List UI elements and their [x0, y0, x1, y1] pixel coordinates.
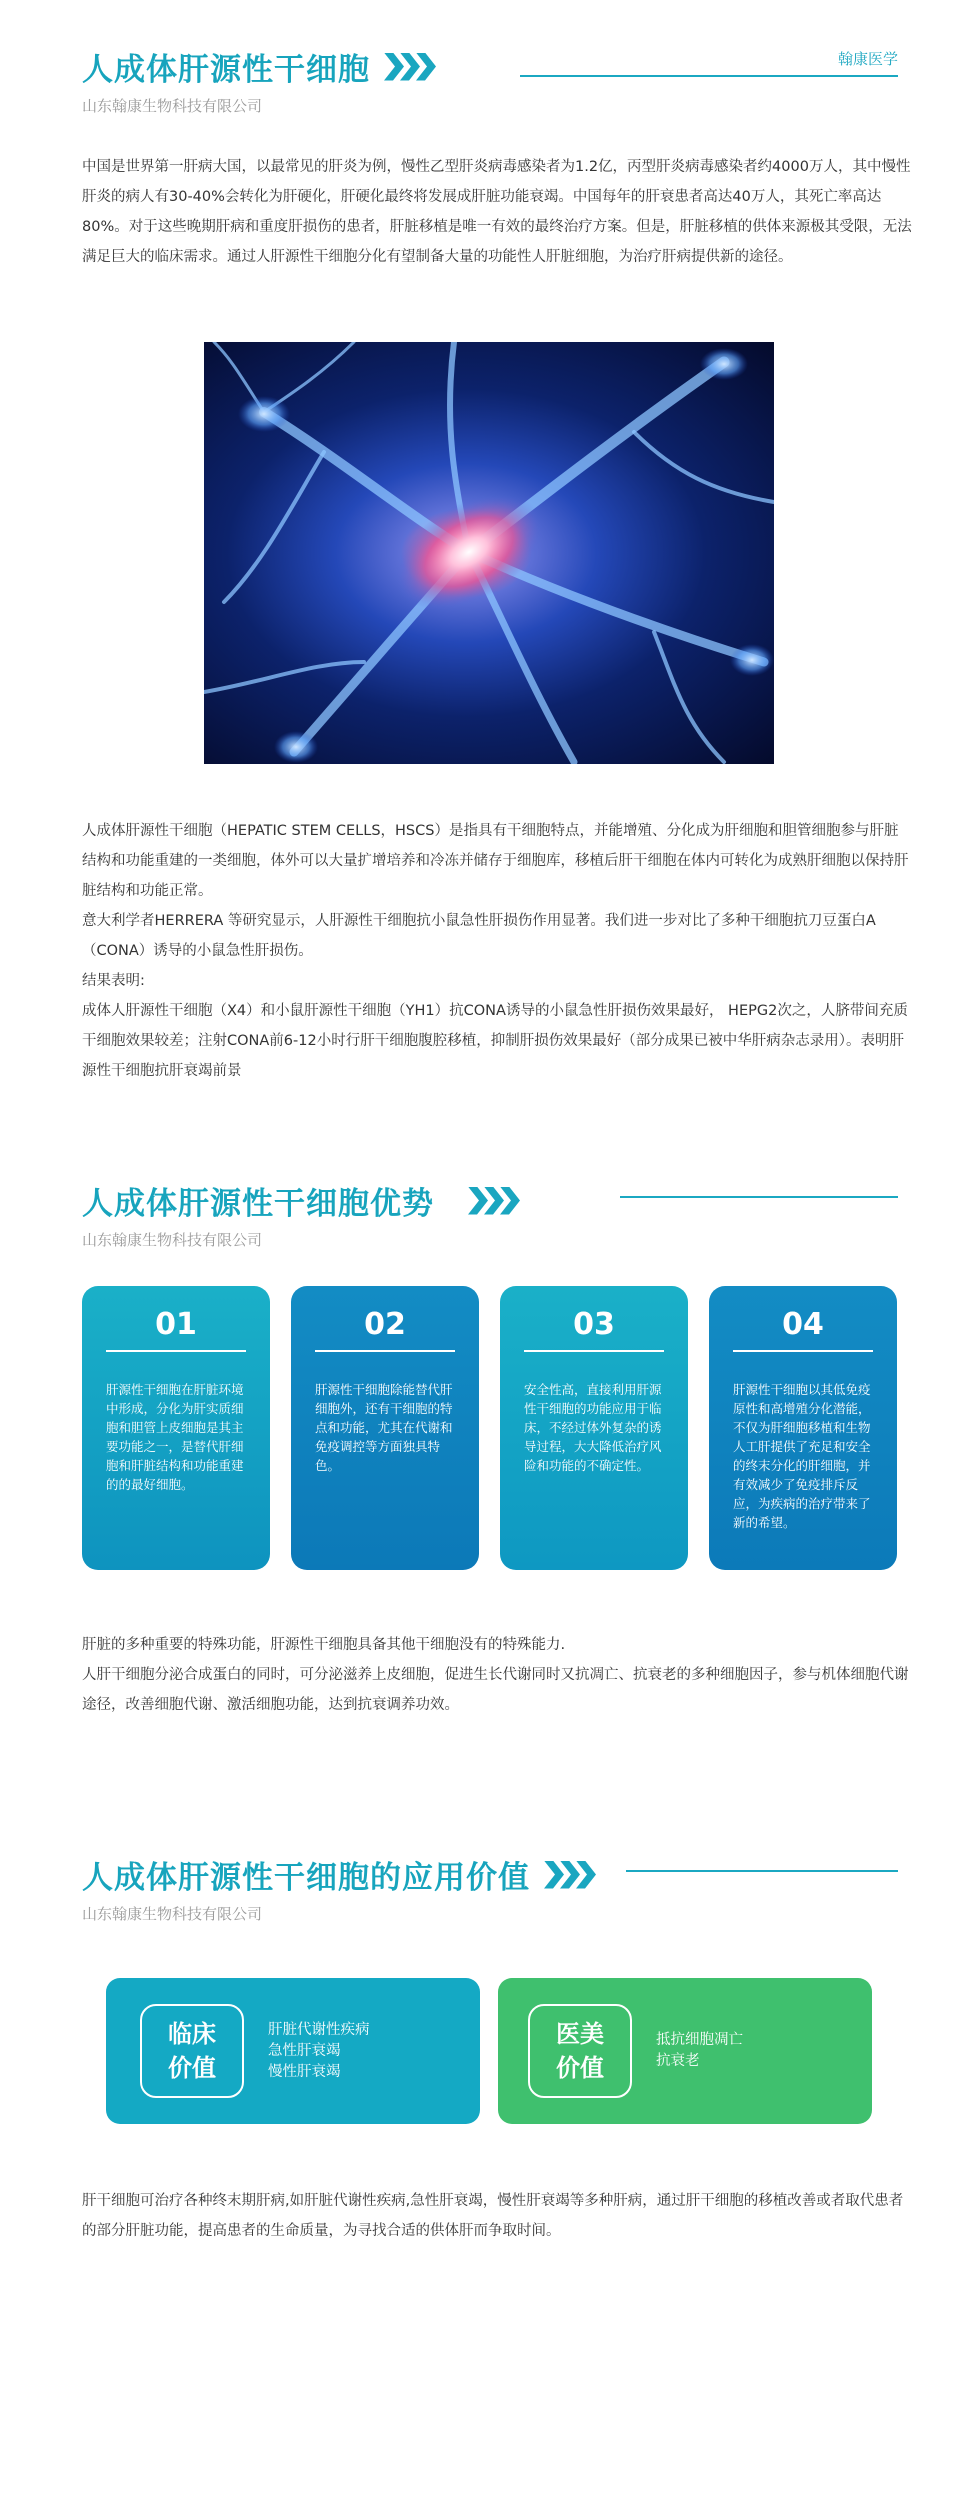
section1-header [82, 44, 432, 116]
advantage-card-4 [709, 1286, 897, 1570]
list-item: 抗衰老 [656, 2053, 700, 2069]
tag-line-2: 价值 [168, 2054, 216, 2082]
tag-line-2: 价值 [556, 2054, 604, 2082]
section1-title: 人成体肝源性干细胞 [82, 52, 370, 88]
secretion-paragraph: 人肝干细胞分泌合成蛋白的同时，可分泌滋养上皮细胞，促进生长代谢同时又抗凋亡、抗衰老的多种细胞因子，参与机体细胞代谢途径，改善细胞代谢、激活细胞功能，达到抗衰调养功效。 [82, 1667, 909, 1713]
special-ability-paragraph: 肝脏的多种重要的特殊功能，肝源性干细胞具备其他干细胞没有的特殊能力. [82, 1637, 566, 1653]
card-text: 肝源性干细胞除能替代肝细胞外，还有干细胞的特点和功能，尤其在代谢和免疫调控等方面独具特色。 [315, 1382, 453, 1473]
advantage-card-2 [291, 1286, 479, 1570]
chevron-right-icon [384, 53, 432, 81]
research-paragraph: 意大利学者HERRERA 等研究显示，人肝源性干细胞抗小鼠急性肝损伤作用显著。我们进一步对比了多种干细胞抗刀豆蛋白A（CONA）诱导的小鼠急性肝损伤。 [82, 913, 876, 959]
card-divider [524, 1350, 664, 1352]
section2-title: 人成体肝源性干细胞优势 [82, 1186, 434, 1222]
card-text: 肝源性干细胞以其低免疫原性和高增殖分化潜能，不仅为肝细胞移植和生物人工肝提供了充足和安全的终末分化的肝细胞，并有效减少了免疫排斥反应，为疾病的治疗带来了新的希望。 [733, 1382, 871, 1530]
advantage-card-1 [82, 1286, 270, 1570]
card-divider [733, 1350, 873, 1352]
header-divider [520, 75, 898, 77]
list-item: 慢性肝衰竭 [268, 2063, 341, 2080]
brand-label: 翰康医学 [837, 50, 898, 68]
aesthetic-value-list [656, 2030, 743, 2072]
clinical-value-list [268, 2020, 370, 2083]
card-number: 04 [782, 1307, 824, 1342]
section3-divider [626, 1870, 898, 1872]
section3-header [82, 1852, 592, 1924]
card-divider [106, 1350, 246, 1352]
clinical-value-box [106, 1978, 480, 2124]
aesthetic-value-box [498, 1978, 872, 2124]
list-item: 急性肝衰竭 [268, 2042, 341, 2059]
card-number: 02 [364, 1307, 406, 1342]
tag-line-1: 医美 [556, 2020, 604, 2048]
section2-header [82, 1178, 516, 1250]
aesthetic-value-tag [528, 2004, 632, 2098]
company-name: 山东翰康生物科技有限公司 [82, 1231, 263, 1249]
advantage-card-3 [500, 1286, 688, 1570]
hero-image [204, 342, 774, 764]
card-number: 01 [155, 1307, 197, 1342]
card-text: 安全性高，直接利用肝源性干细胞的功能应用于临床，不经过体外复杂的诱导过程，大大降低治疗风险和功能的不确定性。 [524, 1382, 662, 1473]
hscs-definition-paragraph: 人成体肝源性干细胞（HEPATIC STEM CELLS，HSCS）是指具有干细胞特点，并能增殖、分化成为肝细胞和胆管细胞参与肝脏结构和功能重建的一类细胞，体外可以大量扩增培养和冷冻并储存于细胞库，移植后肝干细胞在体内可转化为成熟肝细胞以保持肝脏结构和功能正常。 [82, 823, 909, 899]
clinical-value-tag [140, 2004, 244, 2098]
card-divider [315, 1350, 455, 1352]
list-item: 肝脏代谢性疾病 [268, 2021, 370, 2038]
card-number: 03 [573, 1307, 615, 1342]
company-name: 山东翰康生物科技有限公司 [82, 1905, 263, 1923]
company-name: 山东翰康生物科技有限公司 [82, 97, 263, 115]
intro-paragraph: 中国是世界第一肝病大国，以最常见的肝炎为例，慢性乙型肝炎病毒感染者为1.2亿，丙型肝炎病毒感染者约4000万人，其中慢性肝炎的病人有30-40%会转化为肝硬化，肝硬化最终将发展成肝脏功能衰竭。中国每年的肝衰患者高达40万人，其死亡率高达80%。对于这些晚期肝病和重度肝损伤的患者，肝脏移植是唯一有效的最终治疗方案。但是，肝脏移植的供体来源极其受限，无法满足巨大的临床需求。通过人肝源性干细胞分化有望制备大量的功能性人肝脏细胞，为治疗肝病提供新的途径。 [82, 159, 912, 265]
results-paragraph: 成体人肝源性干细胞（X4）和小鼠肝源性干细胞（YH1）抗CONA诱导的小鼠急性肝损伤效果最好， HEPG2次之，人脐带间充质干细胞效果较差；注射CONA前6-12小时行肝干细胞腹腔移植，抑制肝损伤效果最好（部分成果已被中华肝病杂志录用）。表明肝源性干细胞抗肝衰竭前景 [82, 1003, 908, 1079]
section3-title: 人成体肝源性干细胞的应用价值 [82, 1860, 530, 1896]
results-label: 结果表明: [82, 973, 145, 989]
advantage-cards [82, 1286, 897, 1570]
list-item: 抵抗细胞凋亡 [656, 2032, 743, 2048]
treatment-paragraph: 肝干细胞可治疗各种终末期肝病,如肝脏代谢性疾病,急性肝衰竭，慢性肝衰竭等多种肝病，通过肝干细胞的移植改善或者取代患者的部分肝脏功能，提高患者的生命质量，为寻找合适的供体肝而争取时间。 [82, 2193, 904, 2239]
card-text: 肝源性干细胞在肝脏环境中形成，分化为肝实质细胞和胆管上皮细胞是其主要功能之一，是替代肝细胞和肝脏结构和功能重建的的最好细胞。 [106, 1382, 244, 1492]
section2-divider [620, 1196, 898, 1198]
tag-line-1: 临床 [168, 2020, 216, 2048]
chevron-right-icon [544, 1861, 592, 1889]
chevron-right-icon [468, 1187, 516, 1215]
